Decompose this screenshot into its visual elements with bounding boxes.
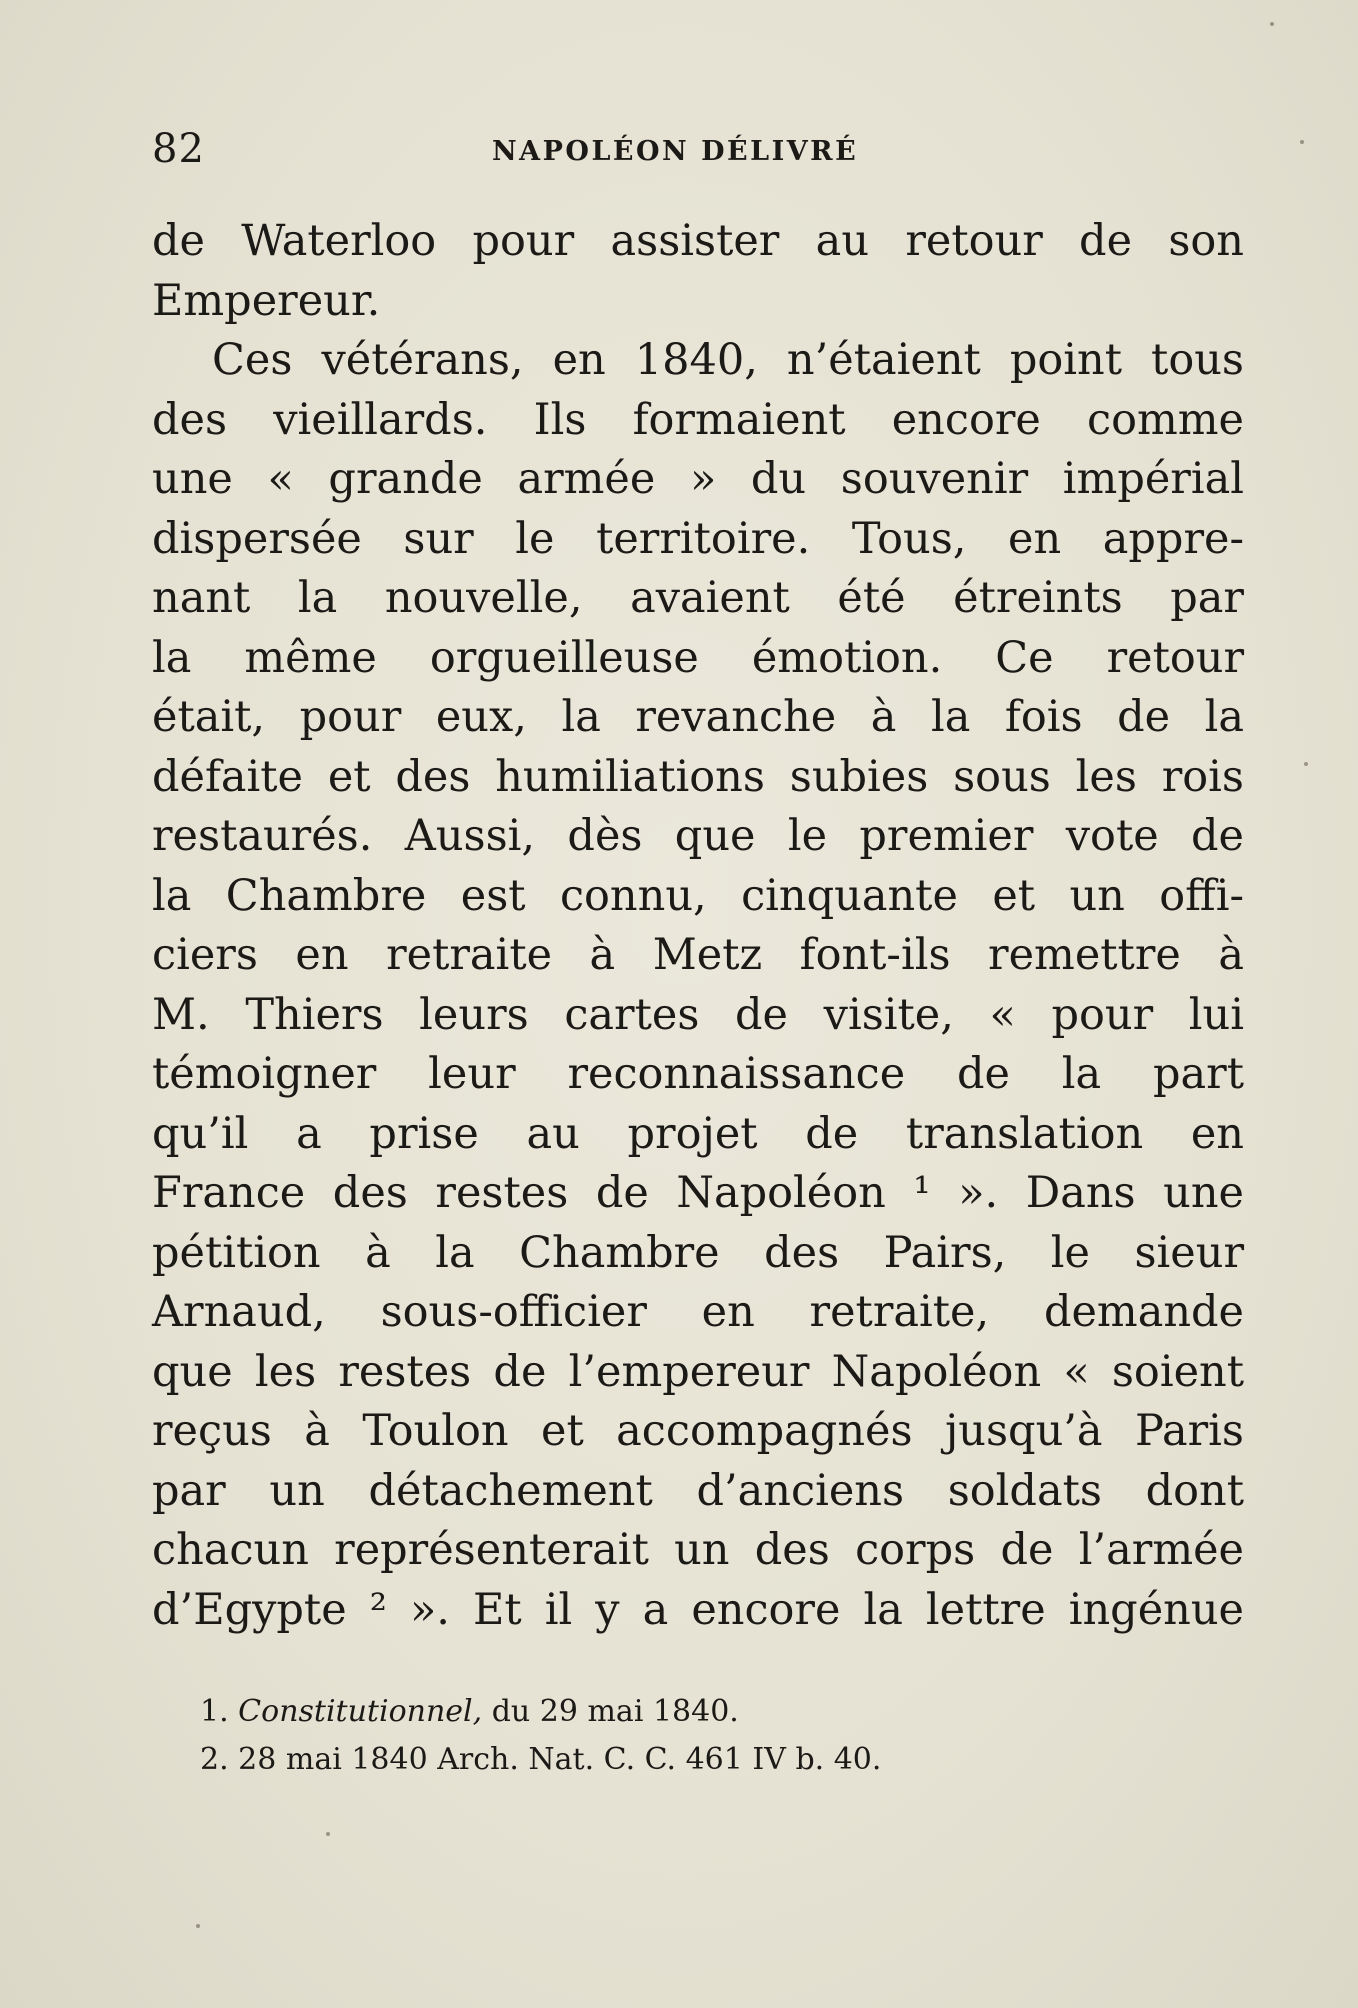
footnote-text: du 29 mai 1840. xyxy=(482,1694,739,1729)
text-line: que les restes de l’empereur Napoléon « soient xyxy=(152,1346,1244,1397)
running-title: NAPOLÉON DÉLIVRÉ xyxy=(492,136,859,167)
footnote-1 xyxy=(200,1688,1100,1736)
text-line: M. Thiers leurs cartes de visite, « pour lui xyxy=(152,989,1244,1040)
paper-speck xyxy=(1300,140,1304,144)
text-line: nant la nouvelle, avaient été étreints par xyxy=(152,573,1244,623)
text-line: pétition à la Chambre des Pairs, le sieur xyxy=(152,1227,1244,1278)
footnote-number: 1. xyxy=(200,1694,229,1729)
text-line: la Chambre est connu, cinquante et un offi- xyxy=(152,870,1244,921)
text-line: chacun représenterait un des corps de l’armée xyxy=(152,1525,1244,1575)
footnote-number: 2. xyxy=(200,1742,229,1777)
footnotes xyxy=(200,1688,1100,1784)
footnote-title: Constitutionnel, xyxy=(238,1694,483,1729)
footnote-text: 28 mai 1840 Arch. Nat. C. C. 461 IV b. 40. xyxy=(228,1742,882,1777)
text-line: par un détachement d’anciens soldats dont xyxy=(152,1465,1244,1516)
text-line: d’Egypte ² ». Et il y a encore la lettre ingénue xyxy=(152,1584,1244,1635)
text-line: dispersée sur le territoire. Tous, en appre- xyxy=(152,513,1244,564)
text-line: des vieillards. Ils formaient encore comme xyxy=(152,394,1244,445)
text-line: reçus à Toulon et accompagnés jusqu’à Paris xyxy=(152,1406,1244,1456)
paper-speck xyxy=(1304,762,1308,766)
page-number: 82 xyxy=(152,126,205,172)
paper-speck xyxy=(326,1832,330,1836)
paper-speck xyxy=(196,1924,200,1928)
paper-speck xyxy=(1270,22,1274,26)
text-line: témoigner leur reconnaissance de la part xyxy=(152,1049,1244,1099)
text-line: ciers en retraite à Metz font-ils remettre à xyxy=(152,930,1244,980)
text-line: était, pour eux, la revanche à la fois de la xyxy=(152,692,1244,742)
page-header xyxy=(152,126,1244,176)
text-line: Arnaud, sous-officier en retraite, demande xyxy=(152,1287,1244,1337)
body-text xyxy=(152,212,1244,1640)
text-line: France des restes de Napoléon ¹ ». Dans une xyxy=(152,1168,1244,1218)
text-line: Ces vétérans, en 1840, n’étaient point tous xyxy=(212,335,1244,385)
text-line: Empereur. xyxy=(152,275,381,326)
text-line: qu’il a prise au projet de translation en xyxy=(152,1108,1244,1159)
text-line: restaurés. Aussi, dès que le premier vote de xyxy=(152,811,1244,861)
text-line: défaite et des humiliations subies sous les rois xyxy=(152,751,1244,802)
footnote-2 xyxy=(200,1736,1100,1784)
text-line: de Waterloo pour assister au retour de son xyxy=(152,216,1244,266)
text-line: une « grande armée » du souvenir impérial xyxy=(152,454,1244,504)
text-line: la même orgueilleuse émotion. Ce retour xyxy=(152,632,1244,683)
